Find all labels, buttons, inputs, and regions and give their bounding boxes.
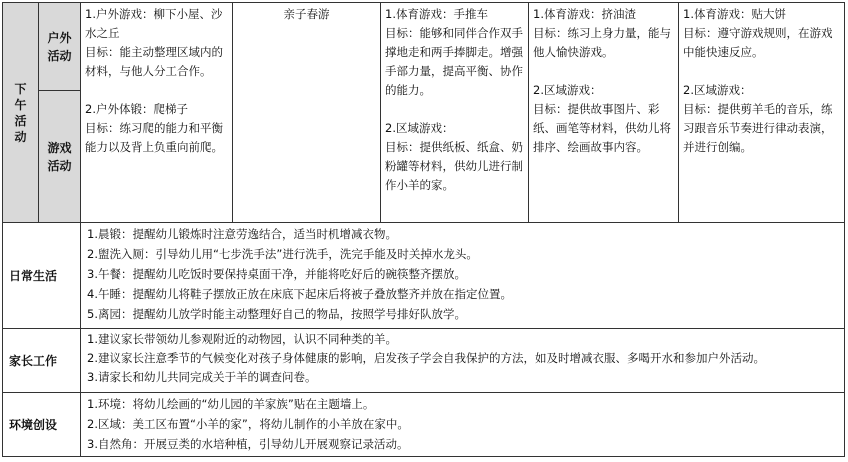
thursday-area-goal: 目标：提供故事图片、彩纸、画笔等材料，供幼儿将排序、绘画故事内容。 — [533, 102, 671, 154]
monday-outdoor-goal: 目标：能主动整理区域内的材料，与他人分工合作。 — [85, 45, 223, 78]
friday-sport-title: 1.体育游戏：贴大饼 — [683, 7, 786, 21]
monday-afternoon-cell — [81, 3, 233, 223]
thursday-area-title: 2.区域游戏： — [533, 83, 602, 97]
parents-item: 1.建议家长带领幼儿参观附近的动物园，认识不同种类的羊。 — [87, 332, 397, 346]
parents-content — [81, 329, 845, 393]
environment-label: 环境创设 — [3, 393, 81, 457]
thursday-afternoon-cell — [529, 3, 679, 223]
monday-outdoor-title: 1.户外游戏：柳下小屋、沙水之丘 — [85, 7, 223, 40]
wednesday-area-goal: 目标：提供纸板、纸盒、奶粉罐等材料，供幼儿进行制作小羊的家。 — [385, 140, 523, 192]
daily-life-item: 4.午睡：提醒幼儿将鞋子摆放正放在床底下起床后将被子叠放整齐并放在指定位置。 — [87, 287, 512, 301]
tuesday-afternoon-cell — [233, 3, 381, 223]
afternoon-activities-label: 下午活动 — [14, 81, 27, 144]
thursday-sport-goal: 目标：练习上身力量，能与他人愉快游戏。 — [533, 26, 671, 59]
outdoor-activities-label: 户外活动 — [47, 30, 72, 63]
friday-area-goal: 目标：提供剪羊毛的音乐，练习跟音乐节奏进行律动表演，并进行创编。 — [683, 102, 833, 154]
environment-item: 2.区域：美工区布置“小羊的家”，将幼儿制作的小羊放在家中。 — [87, 417, 409, 431]
daily-life-row — [3, 223, 845, 329]
outdoor-activities-header — [39, 3, 81, 91]
daily-life-item: 1.晨锻：提醒幼儿锻炼时注意劳逸结合，适当时机增减衣物。 — [87, 227, 397, 241]
monday-sport-goal: 目标：练习爬的能力和平衡能力以及背上负重向前爬。 — [85, 121, 223, 154]
daily-life-item: 3.午餐：提醒幼儿吃饭时要保持桌面干净，并能将吃好后的碗筷整齐摆放。 — [87, 267, 466, 281]
thursday-sport-title: 1.体育游戏：挤油渣 — [533, 7, 636, 21]
afternoon-activities-header — [3, 3, 39, 223]
friday-sport-goal: 目标：遵守游戏规则，在游戏中能快速反应。 — [683, 26, 833, 59]
wednesday-sport-title: 1.体育游戏：手推车 — [385, 7, 488, 21]
friday-afternoon-cell — [679, 3, 845, 223]
wednesday-area-title: 2.区域游戏： — [385, 121, 454, 135]
environment-content — [81, 393, 845, 457]
wednesday-afternoon-cell — [381, 3, 529, 223]
environment-item: 1.环境：将幼儿绘画的“幼儿园的羊家族”贴在主题墙上。 — [87, 397, 375, 411]
game-activities-label: 游戏活动 — [47, 140, 72, 173]
parents-row — [3, 329, 845, 393]
daily-life-content — [81, 223, 845, 329]
wednesday-sport-goal: 目标：能够和同伴合作双手撑地走和两手捧脚走。增强手部力量，提高平衡、协作的能力。 — [385, 26, 523, 97]
parents-label: 家长工作 — [3, 329, 81, 393]
friday-area-title: 2.区域游戏： — [683, 83, 752, 97]
parents-item: 2.建议家长注意季节的气候变化对孩子身体健康的影响，启发孩子学会自我保护的方法，如及时增减衣服、多喝开水和参加户外活动。 — [87, 351, 765, 365]
environment-item: 3.自然角：开展豆类的水培种植，引导幼儿开展观察记录活动。 — [87, 437, 409, 451]
daily-life-item: 5.离园：提醒幼儿放学时能主动整理好自己的物品，按照学号排好队放学。 — [87, 307, 466, 321]
monday-sport-title: 2.户外体锻：爬梯子 — [85, 102, 188, 116]
afternoon-outdoor-row — [3, 3, 845, 91]
weekly-plan-sheet — [2, 2, 846, 462]
tuesday-activity: 亲子春游 — [283, 7, 330, 21]
environment-row — [3, 393, 845, 457]
game-activities-header — [39, 91, 81, 223]
daily-life-item: 2.盥洗入厕：引导幼儿用“七步洗手法”进行洗手，洗完手能及时关掉水龙头。 — [87, 247, 478, 261]
weekly-plan-table — [2, 2, 845, 457]
parents-item: 3.请家长和幼儿共同完成关于羊的调查问卷。 — [87, 370, 317, 384]
daily-life-label: 日常生活 — [3, 223, 81, 329]
